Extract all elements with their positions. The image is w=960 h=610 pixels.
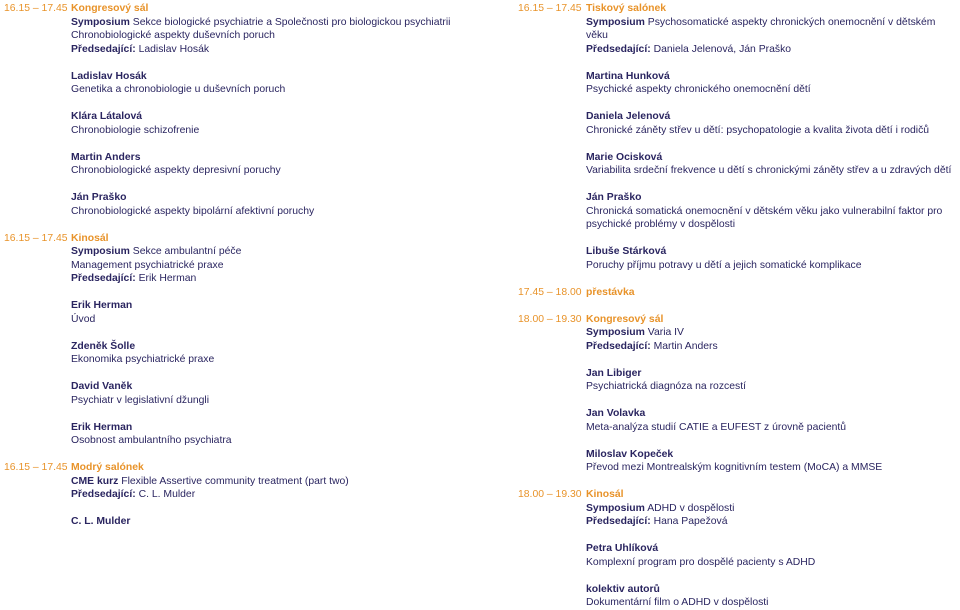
session-header-line (586, 16, 960, 43)
header-label: Předsedající: (586, 516, 651, 527)
session-body (586, 313, 960, 475)
talk-item (71, 340, 474, 367)
right-column (518, 2, 960, 610)
session-block (4, 461, 474, 529)
talk-title: Převod mezi Montrealským kognitivním testem (MoCA) a MMSE (586, 462, 883, 473)
session-header-line (71, 488, 474, 502)
session-room: Modrý salónek (71, 462, 144, 473)
session-time: 16.15 – 17.45 (4, 462, 68, 473)
talk-item (71, 151, 474, 178)
header-label: Předsedající: (71, 43, 136, 55)
speaker-name: Ladislav Hosák (71, 70, 147, 82)
spacer (4, 218, 474, 232)
talk-title: Chronobiologie schizofrenie (71, 124, 200, 136)
spacer (71, 137, 474, 151)
spacer (518, 299, 960, 313)
header-label: Předsedající: (586, 43, 651, 55)
header-text: Martin Anders (653, 340, 718, 352)
session-header-line (71, 245, 474, 259)
talk-item (586, 70, 960, 97)
header-text: Flexible Assertive community treatment (part two) (121, 475, 349, 487)
speaker-name: Jan Volavka (586, 408, 646, 419)
header-text: Daniela Jelenová, Ján Praško (653, 43, 792, 55)
talk-item (71, 421, 474, 448)
session-body (71, 232, 474, 448)
header-label: Předsedající: (71, 273, 136, 284)
session-header-line (71, 16, 474, 30)
header-text: ADHD v dospělosti (647, 502, 735, 514)
spacer (518, 475, 960, 489)
session-header-line (586, 326, 960, 340)
talk-title: Osobnost ambulantního psychiatra (71, 435, 232, 446)
talk-item (71, 380, 474, 407)
talk-title: Poruchy příjmu potravy u dětí a jejich somatické komplikace (586, 259, 862, 271)
session-block (518, 313, 960, 475)
speaker-name: Zdeněk Šolle (71, 340, 136, 352)
talk-title: Psychické aspekty chronického onemocnění dětí (586, 84, 811, 95)
spacer (71, 502, 474, 516)
speaker-name: Jan Libiger (586, 367, 642, 379)
talk-item (586, 407, 960, 434)
session-body (71, 2, 474, 218)
session-room: Tiskový salónek (586, 3, 667, 14)
talk-title: Variabilita srdeční frekvence u dětí s chronickými záněty střev a u zdravých dětí (586, 165, 952, 176)
header-label: Symposium (71, 16, 130, 28)
spacer (586, 434, 960, 448)
spacer (71, 326, 474, 340)
spacer (71, 56, 474, 70)
talk-item (586, 151, 960, 178)
speaker-name: Miloslav Kopeček (586, 448, 674, 460)
session-header-line (586, 502, 960, 516)
session-block (518, 488, 960, 610)
header-label: CME kurz (71, 475, 119, 487)
session-body (586, 2, 960, 272)
spacer (518, 272, 960, 286)
header-label: Předsedající: (586, 340, 651, 352)
speaker-name: Klára Látalová (71, 111, 143, 122)
speaker-name: David Vaněk (71, 381, 133, 392)
spacer (586, 232, 960, 246)
speaker-name: C. L. Mulder (71, 516, 131, 527)
talk-title: Chronobiologické aspekty bipolární afektivní poruchy (71, 205, 315, 217)
spacer (71, 407, 474, 421)
session-header-line (71, 272, 474, 286)
talk-item (71, 70, 474, 97)
spacer (71, 286, 474, 300)
session-room: Kongresový sál (71, 3, 149, 14)
header-text: Erik Herman (138, 273, 197, 284)
header-text: Ladislav Hosák (138, 43, 210, 55)
speaker-name: Martin Anders (71, 151, 141, 163)
talk-item (586, 448, 960, 475)
talk-title: Meta-analýza studií CATIE a EUFEST z úrovně pacientů (586, 421, 847, 433)
spacer (586, 569, 960, 583)
talk-item (586, 191, 960, 232)
speaker-name: Ján Praško (586, 192, 642, 203)
talk-item (71, 299, 474, 326)
spacer (586, 394, 960, 408)
session-body (586, 286, 960, 300)
session-block (4, 2, 474, 218)
header-text: Chronobiologické aspekty duševních poruch (71, 30, 275, 41)
session-room: Kongresový sál (586, 313, 664, 325)
talk-title: Chronické záněty střev u dětí: psychopatologie a kvalita života dětí i rodičů (586, 124, 930, 136)
speaker-name: Petra Uhlíková (586, 543, 659, 554)
session-time: 16.15 – 17.45 (518, 3, 582, 14)
speaker-name: Erik Herman (71, 300, 133, 311)
session-block (518, 286, 960, 300)
spacer (4, 448, 474, 462)
talk-item (586, 367, 960, 394)
session-header-line (586, 340, 960, 354)
header-text: Psychosomatické aspekty chronických onemocnění v dětském věku (586, 16, 936, 41)
header-label: Symposium (71, 246, 130, 257)
talk-item (586, 583, 960, 610)
header-text: Sekce biologické psychiatrie a Společnosti pro biologickou psychiatrii (132, 16, 451, 28)
header-text: Varia IV (647, 327, 684, 338)
spacer (586, 97, 960, 111)
header-label: Symposium (586, 502, 645, 514)
talk-title: Komplexní program pro dospělé pacienty s ADHD (586, 556, 816, 568)
header-label: Symposium (586, 327, 645, 338)
header-text: C. L. Mulder (138, 489, 196, 500)
talk-title: Genetika a chronobiologie u duševních poruch (71, 84, 286, 95)
talk-item (586, 245, 960, 272)
talk-item (71, 515, 474, 529)
session-room: Kinosál (71, 232, 109, 244)
session-block (4, 232, 474, 448)
session-header-line (71, 475, 474, 489)
talk-title: Dokumentární film o ADHD v dospělosti (586, 597, 769, 608)
header-text: Sekce ambulantní péče (132, 246, 242, 257)
speaker-name: Marie Ocisková (586, 151, 663, 163)
header-text: Hana Papežová (653, 516, 728, 527)
talk-title: Chronobiologické aspekty depresivní poruchy (71, 165, 281, 176)
spacer (71, 178, 474, 192)
session-room: přestávka (586, 286, 635, 298)
header-text: Management psychiatrické praxe (71, 259, 224, 271)
session-header-line (586, 515, 960, 529)
talk-title: Ekonomika psychiatrické praxe (71, 354, 215, 365)
talk-title: Úvod (71, 313, 96, 325)
session-time: 18.00 – 19.30 (518, 313, 582, 325)
session-time: 17.45 – 18.00 (518, 286, 582, 298)
talk-title: Psychiatrická diagnóza na rozcestí (586, 381, 746, 392)
talk-title: Psychiatr v legislativní džungli (71, 394, 210, 406)
session-time: 16.15 – 17.45 (4, 232, 68, 244)
header-label: Předsedající: (71, 489, 136, 500)
spacer (586, 529, 960, 543)
spacer (71, 367, 474, 381)
session-time: 18.00 – 19.30 (518, 489, 582, 500)
session-header-line (71, 29, 474, 43)
speaker-name: kolektiv autorů (586, 583, 660, 595)
speaker-name: Daniela Jelenová (586, 111, 671, 122)
session-block (518, 2, 960, 272)
talk-item (71, 191, 474, 218)
session-header-line (586, 43, 960, 57)
header-label: Symposium (586, 16, 645, 28)
spacer (586, 56, 960, 70)
spacer (586, 353, 960, 367)
speaker-name: Libuše Stárková (586, 246, 667, 257)
speaker-name: Martina Hunková (586, 70, 670, 82)
spacer (71, 97, 474, 111)
session-header-line (71, 43, 474, 57)
session-body (586, 488, 960, 610)
speaker-name: Ján Praško (71, 192, 127, 203)
spacer (586, 178, 960, 192)
spacer (586, 137, 960, 151)
talk-item (586, 110, 960, 137)
speaker-name: Erik Herman (71, 421, 133, 433)
talk-title: Chronická somatická onemocnění v dětském věku jako vulnerabilní faktor pro psychické problémy v dospělosti (586, 205, 943, 230)
session-header-line (71, 259, 474, 273)
session-body (71, 461, 474, 529)
talk-item (71, 110, 474, 137)
session-room: Kinosál (586, 489, 624, 500)
left-column (4, 2, 474, 529)
talk-item (586, 542, 960, 569)
session-time: 16.15 – 17.45 (4, 3, 68, 14)
